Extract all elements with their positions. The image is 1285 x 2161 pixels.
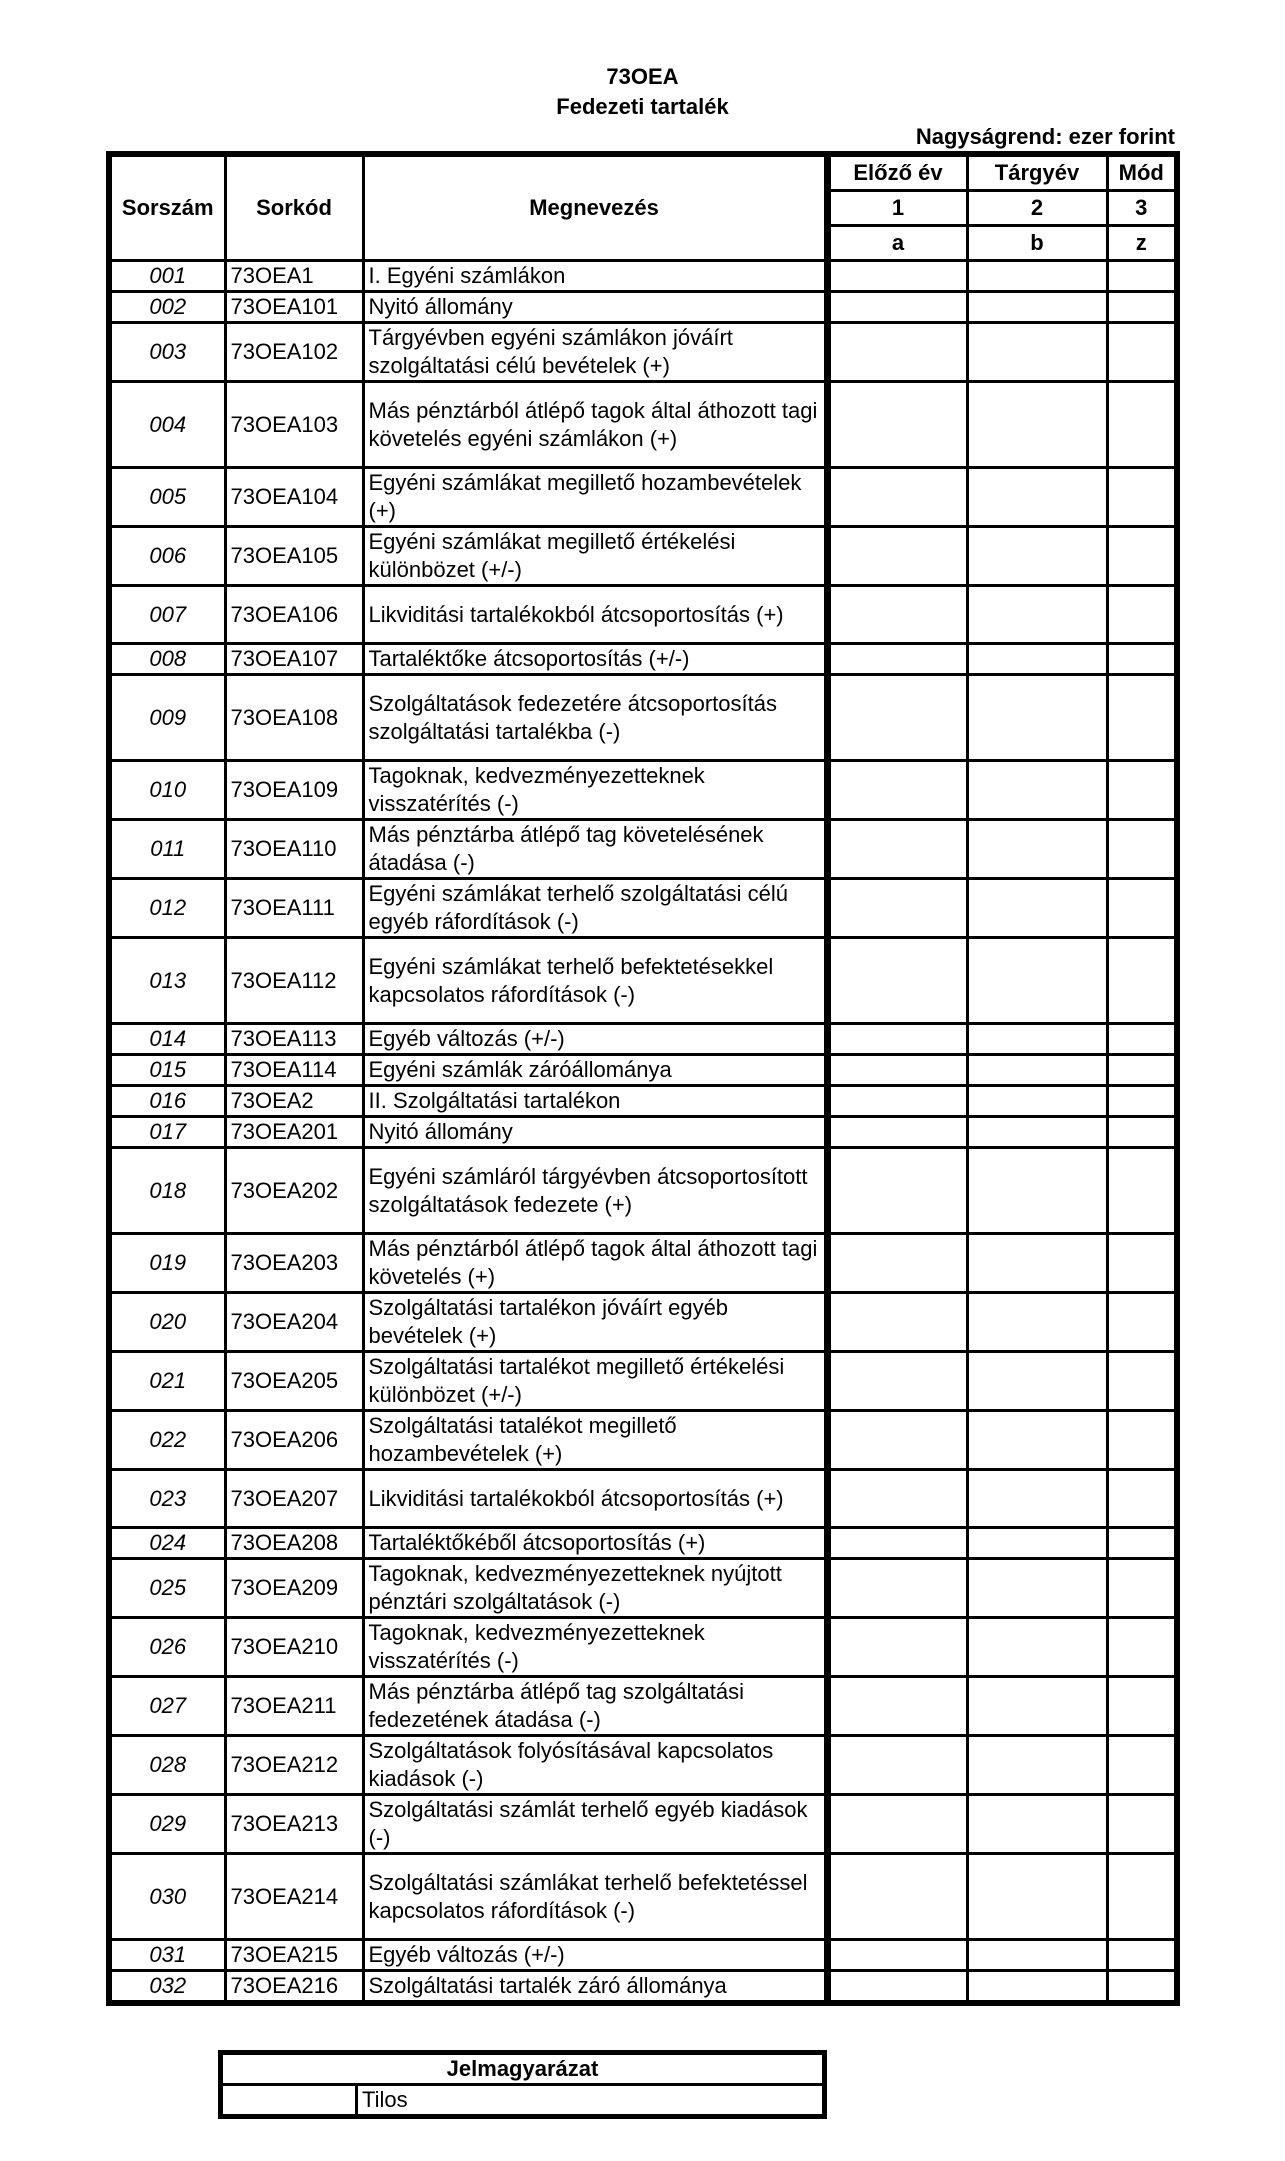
row-number: 004: [109, 382, 225, 468]
row-number: 032: [109, 1971, 225, 2004]
value-elozo-ev-cell[interactable]: [827, 938, 967, 1024]
table-row: [109, 1148, 1177, 1234]
unit-label: Nagyságrend: ezer forint: [915, 124, 1175, 149]
value-mod-cell[interactable]: [1107, 1618, 1177, 1677]
row-name: Szolgáltatási számlát terhelő egyéb kiadások (-): [363, 1795, 827, 1854]
value-mod-cell[interactable]: [1107, 1528, 1177, 1559]
value-elozo-ev-cell[interactable]: [827, 382, 967, 468]
data-table: [106, 151, 1180, 2006]
value-elozo-ev-cell[interactable]: [827, 261, 967, 292]
value-targyev-cell[interactable]: [967, 1559, 1107, 1618]
row-code: 73OEA107: [225, 644, 363, 675]
value-mod-cell[interactable]: [1107, 468, 1177, 527]
row-name: Szolgáltatási tartalék záró állománya: [363, 1971, 827, 2004]
value-targyev-cell[interactable]: [967, 468, 1107, 527]
header-sorszam: Sorszám: [109, 154, 225, 261]
row-number: 008: [109, 644, 225, 675]
value-targyev-cell[interactable]: [967, 1234, 1107, 1293]
value-targyev-cell[interactable]: [967, 1148, 1107, 1234]
table-row: [109, 1677, 1177, 1736]
table-row: [109, 323, 1177, 382]
row-name: Más pénztárba átlépő tag követelésének átadása (-): [363, 820, 827, 879]
row-code: 73OEA112: [225, 938, 363, 1024]
value-mod-cell[interactable]: [1107, 1352, 1177, 1411]
value-targyev-cell[interactable]: [967, 675, 1107, 761]
value-targyev-cell[interactable]: [967, 1086, 1107, 1117]
value-mod-cell[interactable]: [1107, 1086, 1177, 1117]
row-name: Egyéni számlákat megillető hozambevételek (+): [363, 468, 827, 527]
table-row: [109, 675, 1177, 761]
row-name: Más pénztárból átlépő tagok által áthozott tagi követelés (+): [363, 1234, 827, 1293]
value-elozo-ev-cell[interactable]: [827, 1352, 967, 1411]
value-mod-cell[interactable]: [1107, 1854, 1177, 1940]
row-name: Tartaléktőke átcsoportosítás (+/-): [363, 644, 827, 675]
value-mod-cell[interactable]: [1107, 644, 1177, 675]
value-targyev-cell[interactable]: [967, 1971, 1107, 2004]
value-elozo-ev-cell[interactable]: [827, 1940, 967, 1971]
header-num-2: 2: [967, 191, 1107, 226]
table-row: [109, 820, 1177, 879]
table-row: [109, 1528, 1177, 1559]
row-code: 73OEA208: [225, 1528, 363, 1559]
value-targyev-cell[interactable]: [967, 1024, 1107, 1055]
legend-title: Jelmagyarázat: [221, 2053, 825, 2085]
value-targyev-cell[interactable]: [967, 1854, 1107, 1940]
table-row: [109, 468, 1177, 527]
value-mod-cell[interactable]: [1107, 261, 1177, 292]
row-name: Tagoknak, kedvezményezetteknek visszatérítés (-): [363, 761, 827, 820]
header-letter-b: b: [967, 226, 1107, 261]
value-targyev-cell[interactable]: [967, 261, 1107, 292]
form-title: Fedezeti tartalék: [556, 94, 729, 119]
row-name: Tárgyévben egyéni számlákon jóváírt szolgáltatási célú bevételek (+): [363, 323, 827, 382]
table-row: [109, 1854, 1177, 1940]
value-targyev-cell[interactable]: [967, 879, 1107, 938]
value-mod-cell[interactable]: [1107, 1940, 1177, 1971]
row-code: 73OEA215: [225, 1940, 363, 1971]
value-elozo-ev-cell[interactable]: [827, 644, 967, 675]
row-name: Szolgáltatások fedezetére átcsoportosítás szolgáltatási tartalékba (-): [363, 675, 827, 761]
table-row: [109, 261, 1177, 292]
value-mod-cell[interactable]: [1107, 527, 1177, 586]
row-name: I. Egyéni számlákon: [363, 261, 827, 292]
value-elozo-ev-cell[interactable]: [827, 292, 967, 323]
value-mod-cell[interactable]: [1107, 1470, 1177, 1528]
value-targyev-cell[interactable]: [967, 820, 1107, 879]
table-row: [109, 938, 1177, 1024]
row-number: 013: [109, 938, 225, 1024]
value-elozo-ev-cell[interactable]: [827, 323, 967, 382]
table-row: [109, 1352, 1177, 1411]
value-mod-cell[interactable]: [1107, 1559, 1177, 1618]
row-number: 010: [109, 761, 225, 820]
row-name: Egyéb változás (+/-): [363, 1024, 827, 1055]
row-code: 73OEA214: [225, 1854, 363, 1940]
value-elozo-ev-cell[interactable]: [827, 1411, 967, 1470]
value-mod-cell[interactable]: [1107, 1024, 1177, 1055]
value-elozo-ev-cell[interactable]: [827, 1148, 967, 1234]
value-elozo-ev-cell[interactable]: [827, 1055, 967, 1086]
row-code: 73OEA2: [225, 1086, 363, 1117]
table-row: [109, 527, 1177, 586]
value-targyev-cell[interactable]: [967, 1352, 1107, 1411]
row-code: 73OEA106: [225, 586, 363, 644]
row-number: 015: [109, 1055, 225, 1086]
header-num-1: 1: [827, 191, 967, 226]
table-row: [109, 1293, 1177, 1352]
value-mod-cell[interactable]: [1107, 586, 1177, 644]
value-mod-cell[interactable]: [1107, 1677, 1177, 1736]
table-row: [109, 1086, 1177, 1117]
row-name: Egyéni számlák záróállománya: [363, 1055, 827, 1086]
row-name: Egyéni számláról tárgyévben átcsoportosított szolgáltatások fedezete (+): [363, 1148, 827, 1234]
header-mod: Mód: [1107, 154, 1177, 191]
row-name: Egyéni számlákat megillető értékelési különbözet (+/-): [363, 527, 827, 586]
value-elozo-ev-cell[interactable]: [827, 1528, 967, 1559]
row-number: 012: [109, 879, 225, 938]
value-targyev-cell[interactable]: [967, 1293, 1107, 1352]
value-mod-cell[interactable]: [1107, 1148, 1177, 1234]
value-targyev-cell[interactable]: [967, 382, 1107, 468]
row-name: II. Szolgáltatási tartalékon: [363, 1086, 827, 1117]
table-row: [109, 879, 1177, 938]
row-name: Más pénztárba átlépő tag szolgáltatási fedezetének átadása (-): [363, 1677, 827, 1736]
header-elozo-ev: Előző év: [827, 154, 967, 191]
value-mod-cell[interactable]: [1107, 1234, 1177, 1293]
value-elozo-ev-cell[interactable]: [827, 468, 967, 527]
row-number: 024: [109, 1528, 225, 1559]
value-targyev-cell[interactable]: [967, 292, 1107, 323]
row-code: 73OEA209: [225, 1559, 363, 1618]
value-elozo-ev-cell[interactable]: [827, 879, 967, 938]
row-code: 73OEA206: [225, 1411, 363, 1470]
row-number: 002: [109, 292, 225, 323]
row-number: 021: [109, 1352, 225, 1411]
row-number: 009: [109, 675, 225, 761]
header-letter-a: a: [827, 226, 967, 261]
row-number: 020: [109, 1293, 225, 1352]
legend-table: [218, 2050, 827, 2119]
row-code: 73OEA201: [225, 1117, 363, 1148]
row-name: Likviditási tartalékokból átcsoportosítás (+): [363, 1470, 827, 1528]
form-code: 73OEA: [606, 64, 679, 89]
value-elozo-ev-cell[interactable]: [827, 1736, 967, 1795]
value-elozo-ev-cell[interactable]: [827, 1971, 967, 2004]
value-targyev-cell[interactable]: [967, 1795, 1107, 1854]
row-code: 73OEA207: [225, 1470, 363, 1528]
value-mod-cell[interactable]: [1107, 675, 1177, 761]
row-name: Likviditási tartalékokból átcsoportosítás (+): [363, 586, 827, 644]
value-mod-cell[interactable]: [1107, 1293, 1177, 1352]
row-code: 73OEA101: [225, 292, 363, 323]
row-number: 003: [109, 323, 225, 382]
row-name: Tagoknak, kedvezményezetteknek visszatérítés (-): [363, 1618, 827, 1677]
value-mod-cell[interactable]: [1107, 820, 1177, 879]
value-targyev-cell[interactable]: [967, 938, 1107, 1024]
value-elozo-ev-cell[interactable]: [827, 1470, 967, 1528]
row-number: 029: [109, 1795, 225, 1854]
value-mod-cell[interactable]: [1107, 1736, 1177, 1795]
table-row: [109, 644, 1177, 675]
value-mod-cell[interactable]: [1107, 382, 1177, 468]
table-row: [109, 1940, 1177, 1971]
row-name: Szolgáltatási számlákat terhelő befektetéssel kapcsolatos ráfordítások (-): [363, 1854, 827, 1940]
row-code: 73OEA212: [225, 1736, 363, 1795]
row-code: 73OEA111: [225, 879, 363, 938]
value-mod-cell[interactable]: [1107, 323, 1177, 382]
row-name: Egyéni számlákat terhelő befektetésekkel kapcsolatos ráfordítások (-): [363, 938, 827, 1024]
value-elozo-ev-cell[interactable]: [827, 1086, 967, 1117]
table-row: [109, 382, 1177, 468]
table-row: [109, 1234, 1177, 1293]
value-targyev-cell[interactable]: [967, 1528, 1107, 1559]
value-targyev-cell[interactable]: [967, 761, 1107, 820]
row-number: 014: [109, 1024, 225, 1055]
row-code: 73OEA205: [225, 1352, 363, 1411]
row-code: 73OEA1: [225, 261, 363, 292]
row-number: 022: [109, 1411, 225, 1470]
row-name: Egyéb változás (+/-): [363, 1940, 827, 1971]
value-targyev-cell[interactable]: [967, 527, 1107, 586]
row-name: Szolgáltatási tartalékot megillető értékelési különbözet (+/-): [363, 1352, 827, 1411]
row-number: 005: [109, 468, 225, 527]
table-row: [109, 1618, 1177, 1677]
value-mod-cell[interactable]: [1107, 1055, 1177, 1086]
row-number: 030: [109, 1854, 225, 1940]
row-number: 016: [109, 1086, 225, 1117]
row-code: 73OEA213: [225, 1795, 363, 1854]
value-elozo-ev-cell[interactable]: [827, 1677, 967, 1736]
value-mod-cell[interactable]: [1107, 1411, 1177, 1470]
row-code: 73OEA210: [225, 1618, 363, 1677]
value-elozo-ev-cell[interactable]: [827, 586, 967, 644]
row-code: 73OEA211: [225, 1677, 363, 1736]
row-code: 73OEA202: [225, 1148, 363, 1234]
value-mod-cell[interactable]: [1107, 292, 1177, 323]
value-mod-cell[interactable]: [1107, 938, 1177, 1024]
row-code: 73OEA204: [225, 1293, 363, 1352]
row-number: 001: [109, 261, 225, 292]
table-row: [109, 1559, 1177, 1618]
value-targyev-cell[interactable]: [967, 1117, 1107, 1148]
table-row: [109, 1117, 1177, 1148]
row-code: 73OEA102: [225, 323, 363, 382]
row-number: 025: [109, 1559, 225, 1618]
value-elozo-ev-cell[interactable]: [827, 1559, 967, 1618]
value-targyev-cell[interactable]: [967, 1411, 1107, 1470]
value-targyev-cell[interactable]: [967, 323, 1107, 382]
row-code: 73OEA114: [225, 1055, 363, 1086]
value-elozo-ev-cell[interactable]: [827, 1618, 967, 1677]
row-name: Tagoknak, kedvezményezetteknek nyújtott pénztári szolgáltatások (-): [363, 1559, 827, 1618]
value-elozo-ev-cell[interactable]: [827, 820, 967, 879]
row-code: 73OEA110: [225, 820, 363, 879]
value-targyev-cell[interactable]: [967, 586, 1107, 644]
row-number: 017: [109, 1117, 225, 1148]
value-mod-cell[interactable]: [1107, 879, 1177, 938]
table-row: [109, 1795, 1177, 1854]
value-elozo-ev-cell[interactable]: [827, 527, 967, 586]
value-mod-cell[interactable]: [1107, 1795, 1177, 1854]
value-elozo-ev-cell[interactable]: [827, 761, 967, 820]
row-number: 006: [109, 527, 225, 586]
value-mod-cell[interactable]: [1107, 761, 1177, 820]
header-targyev: Tárgyév: [967, 154, 1107, 191]
header-megnevezes: Megnevezés: [363, 154, 827, 261]
value-targyev-cell[interactable]: [967, 1470, 1107, 1528]
row-number: 023: [109, 1470, 225, 1528]
table-row: [109, 1411, 1177, 1470]
row-code: 73OEA109: [225, 761, 363, 820]
row-name: Tartaléktőkéből átcsoportosítás (+): [363, 1528, 827, 1559]
row-name: Szolgáltatási tartalékon jóváírt egyéb bevételek (+): [363, 1293, 827, 1352]
row-code: 73OEA216: [225, 1971, 363, 2004]
value-elozo-ev-cell[interactable]: [827, 1117, 967, 1148]
value-elozo-ev-cell[interactable]: [827, 1795, 967, 1854]
row-number: 028: [109, 1736, 225, 1795]
value-targyev-cell[interactable]: [967, 1736, 1107, 1795]
row-name: Szolgáltatási tatalékot megillető hozambevételek (+): [363, 1411, 827, 1470]
value-mod-cell[interactable]: [1107, 1971, 1177, 2004]
row-number: 027: [109, 1677, 225, 1736]
table-row: [109, 1055, 1177, 1086]
value-elozo-ev-cell[interactable]: [827, 675, 967, 761]
table-row: [109, 292, 1177, 323]
row-name: Nyitó állomány: [363, 1117, 827, 1148]
row-number: 018: [109, 1148, 225, 1234]
row-code: 73OEA203: [225, 1234, 363, 1293]
row-number: 019: [109, 1234, 225, 1293]
table-row: [109, 1470, 1177, 1528]
value-targyev-cell[interactable]: [967, 1940, 1107, 1971]
legend-item-label: Tilos: [357, 2085, 825, 2117]
value-targyev-cell[interactable]: [967, 1677, 1107, 1736]
table-row: [109, 1971, 1177, 2004]
header-num-3: 3: [1107, 191, 1177, 226]
row-number: 026: [109, 1618, 225, 1677]
header-letter-z: z: [1107, 226, 1177, 261]
row-name: Szolgáltatások folyósításával kapcsolatos kiadások (-): [363, 1736, 827, 1795]
value-targyev-cell[interactable]: [967, 1055, 1107, 1086]
row-code: 73OEA108: [225, 675, 363, 761]
row-number: 031: [109, 1940, 225, 1971]
legend-swatch: [221, 2085, 357, 2117]
value-targyev-cell[interactable]: [967, 1618, 1107, 1677]
header-sorkod: Sorkód: [225, 154, 363, 261]
value-elozo-ev-cell[interactable]: [827, 1234, 967, 1293]
row-number: 011: [109, 820, 225, 879]
value-elozo-ev-cell[interactable]: [827, 1854, 967, 1940]
row-name: Egyéni számlákat terhelő szolgáltatási célú egyéb ráfordítások (-): [363, 879, 827, 938]
table-row: [109, 761, 1177, 820]
row-name: Más pénztárból átlépő tagok által áthozott tagi követelés egyéni számlákon (+): [363, 382, 827, 468]
row-code: 73OEA105: [225, 527, 363, 586]
value-elozo-ev-cell[interactable]: [827, 1024, 967, 1055]
table-row: [109, 1736, 1177, 1795]
value-targyev-cell[interactable]: [967, 644, 1107, 675]
row-code: 73OEA103: [225, 382, 363, 468]
table-body: [109, 261, 1177, 2004]
row-name: Nyitó állomány: [363, 292, 827, 323]
row-number: 007: [109, 586, 225, 644]
value-mod-cell[interactable]: [1107, 1117, 1177, 1148]
table-row: [109, 586, 1177, 644]
row-code: 73OEA113: [225, 1024, 363, 1055]
row-code: 73OEA104: [225, 468, 363, 527]
value-elozo-ev-cell[interactable]: [827, 1293, 967, 1352]
table-row: [109, 1024, 1177, 1055]
